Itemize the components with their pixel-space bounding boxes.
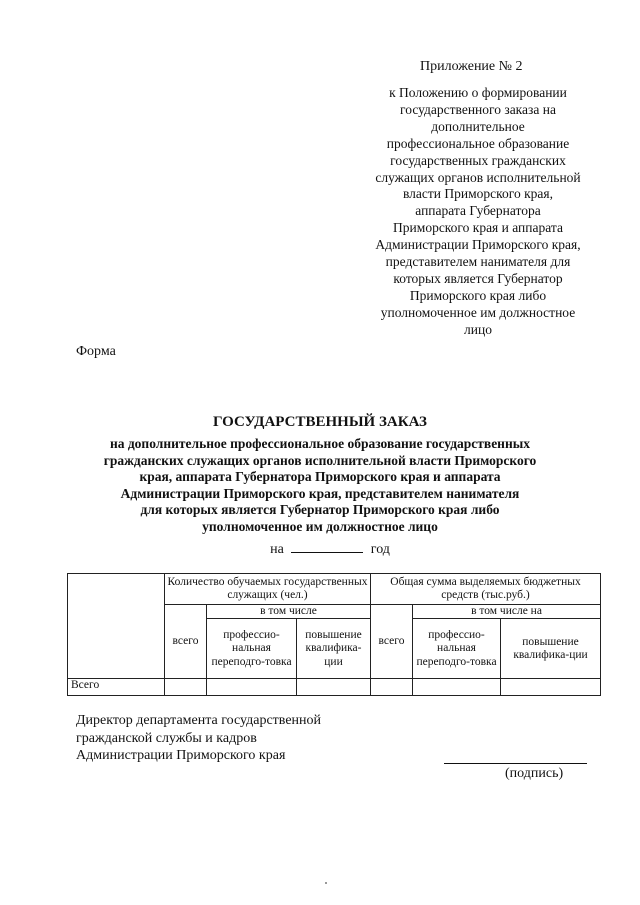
header-retraining-budget: профессио-нальная переподго-товка [413, 619, 501, 679]
signatory-line: гражданской службы и кадров [76, 730, 257, 746]
order-table [67, 573, 601, 696]
scan-artifact-dot [325, 882, 327, 884]
appendix-line: государственных гражданских [390, 152, 566, 168]
subtitle-line: гражданских служащих органов исполнительной власти Приморского [103, 452, 537, 468]
appendix-line: дополнительное [431, 118, 525, 134]
appendix-line: которых является Губернатор [393, 270, 563, 286]
subtitle-line: Администрации Приморского края, представителем нанимателя [120, 485, 520, 501]
year-line [0, 541, 640, 558]
cell-total-trainees[interactable] [165, 679, 207, 696]
appendix-title: Приложение № 2 [420, 59, 523, 74]
cell-retraining-trainees[interactable] [207, 679, 297, 696]
appendix-reference [358, 85, 598, 339]
header-retraining-trainees: профессио-нальная переподго-товка [207, 619, 297, 679]
header-qualification-budget: повышение квалифика-ции [501, 619, 601, 679]
row-label-total: Всего [68, 679, 165, 696]
signatory-line: Директор департамента государственной [76, 713, 322, 728]
cell-total-budget[interactable] [371, 679, 413, 696]
cell-retraining-budget[interactable] [413, 679, 501, 696]
signatory-block [76, 712, 321, 765]
appendix-line: аппарата Губернатора [415, 203, 541, 219]
appendix-line: представителем нанимателя для [385, 254, 571, 270]
appendix-line: к Положению о формировании [389, 85, 567, 100]
subtitle-line: края, аппарата Губернатора Приморского края и аппарата [139, 469, 501, 485]
appendix-line: Приморского края либо [409, 287, 547, 303]
header-total-trainees: всего [165, 605, 207, 679]
document-title: ГОСУДАРСТВЕННЫЙ ЗАКАЗ [213, 414, 427, 430]
subheader-including-for: в том числе на [413, 605, 601, 619]
appendix-line: власти Приморского края, [402, 186, 553, 202]
cell-qualification-trainees[interactable] [297, 679, 371, 696]
header-qualification-trainees: повышение квалифика-ции [297, 619, 371, 679]
cell-qualification-budget[interactable] [501, 679, 601, 696]
appendix-line: служащих органов исполнительной [375, 169, 581, 185]
year-suffix: год [370, 542, 390, 557]
subtitle-line: на дополнительное профессиональное образование государственных [109, 436, 531, 451]
subtitle-line: для которых является Губернатор Приморского края либо [140, 502, 500, 518]
signatory-line: Администрации Приморского края [76, 748, 286, 763]
year-blank-field[interactable] [291, 541, 363, 553]
appendix-line: Администрации Приморского края, [375, 237, 581, 253]
year-prefix: на [270, 542, 284, 557]
appendix-line: уполномоченное им должностное [380, 304, 576, 320]
subtitle-line: уполномоченное им должностное лицо [202, 518, 438, 534]
signature-line[interactable] [444, 763, 587, 764]
signature-caption: (подпись) [505, 766, 564, 781]
appendix-line: государственного заказа на [400, 101, 556, 117]
subheader-including: в том числе [207, 605, 371, 619]
empty-header-cell [68, 574, 165, 679]
form-label: Форма [76, 344, 116, 359]
appendix-line: профессиональное образование [386, 135, 570, 151]
header-total-budget: всего [371, 605, 413, 679]
appendix-line: Приморского края и аппарата [393, 220, 563, 236]
document-subtitle [60, 436, 580, 536]
appendix-line: лицо [464, 321, 492, 337]
header-budget-total: Общая сумма выделяемых бюджетных средств (тыс.руб.) [371, 574, 601, 605]
header-trainees-count: Количество обучаемых государственных служащих (чел.) [165, 574, 371, 605]
